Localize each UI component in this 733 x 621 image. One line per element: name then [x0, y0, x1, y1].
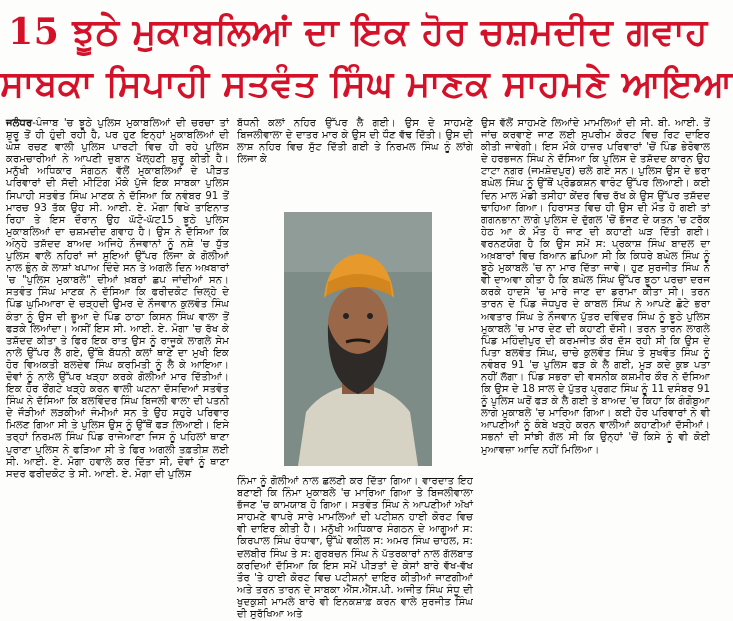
article-column-3 [481, 118, 710, 596]
column-2-bottom-text: ਨਿੰਮਾ ਨੂੰ ਗੋਲੀਆਂ ਨਾਲ ਛਲਣੀ ਕਰ ਦਿੱਤਾ ਗਿਆ। ਵਾਰਦਾਤ ਇਹ ਬਣਾਈ ਕਿ ਨਿੰਮਾ ਮੁਕਾਬਲੇ 'ਚ ਮਾਰਿਆ ਗਿਆ ਤੇ ਬਿਜਲੀਵਾਲਾ ਭੱਜਣ 'ਚ ਕਾਮਯਾਬ ਹੋ ਗਿਆ। ਸਤਵੰਤ ਸਿੰਘ ਨੇ ਆਪਣੀਆਂ ਅੱਖਾਂ ਸਾਹਮਣੇ ਵਾਪਰੇ ਸਾਰੇ ਮਾਮਲਿਆਂ ਦੀ ਪਟੀਸ਼ਨ ਹਾਈ ਕੋਰਟ ਵਿਚ ਵੀ ਦਾਇਰ ਕੀਤੀ ਹੈ। ਮਨੁੱਖੀ ਅਧਿਕਾਰ ਸੰਗਠਨ ਦੇ ਆਗੂਆਂ ਸ: ਕਿਰਪਾਲ ਸਿੰਘ ਰੰਧਾਵਾ, ਉੱਘੇ ਵਕੀਲ ਸ: ਅਮਰ ਸਿੰਘ ਚਾਹਲ, ਸ: ਦਲਬੀਰ ਸਿੰਘ ਤੇ ਸ: ਗੁਰਬਚਨ ਸਿੰਘ ਨੇ ਪੱਤਰਕਾਰਾਂ ਨਾਲ ਗੱਲਬਾਤ ਕਰਦਿਆਂ ਦੱਸਿਆ ਕਿ ਇਸ ਸਮੇਂ ਪੀੜਤਾਂ ਦੇ ਕੇਸਾਂ ਬਾਰੇ ਵੱਖ-ਵੱਖ ਤੌਰ 'ਤੇ ਹਾਈ ਕੋਰਟ ਵਿਚ ਪਟੀਸ਼ਨਾਂ ਦਾਇਰ ਕੀਤੀਆਂ ਜਾਣਗੀਆਂ ਅਤੇ ਤਰਨ ਤਾਰਨ ਦੇ ਸਾਬਕਾ ਐੱਸ.ਐੱਸ.ਪੀ. ਅਜੀਤ ਸਿੰਘ ਸੰਧੂ ਦੀ ਖੁਦਕੁਸ਼ੀ ਮਾਮਲੇ ਬਾਰੇ ਵੀ ਇਨਕਸ਼ਾਫ਼ ਕਰਨ ਵਾਲੇ ਸੁਰਜੀਤ ਸਿੰਘ ਦੀ ਸੁਰੱਖਿਆ ਅਤੇ [237, 476, 473, 621]
article-column-2-bottom [237, 476, 473, 621]
column-3-text: ਉਸ ਵੱਲੋਂ ਸਾਹਮਣੇ ਲਿਆਂਦੇ ਮਾਮਲਿਆਂ ਦੀ ਸੀ. ਬੀ. ਆਈ. ਤੋਂ ਜਾਂਚ ਕਰਵਾਏ ਜਾਣ ਲਈ ਸੁਪਰੀਮ ਕੋਰਟ ਵਿਚ ਰਿਟ ਦਾਇਰ ਕੀਤੀ ਜਾਵੇਗੀ। ਇਸ ਮੌਕੇ ਹਾਜ਼ਰ ਪਰਿਵਾਰਾਂ 'ਚੋਂ ਪਿੰਡ ਭੇਰੋਵਾਲ ਦੇ ਹਰਭਜਨ ਸਿੰਘ ਨੇ ਦੱਸਿਆ ਕਿ ਪੁਲਿਸ ਦੇ ਤਸ਼ੱਦਦ ਕਾਰਨ ਉਹ ਟਾਟਾ ਨਗਰ (ਜਮਸ਼ੇਦਪੁਰ) ਚਲੇ ਗਏ ਸਨ। ਪੁਲਿਸ ਉਸ ਦੇ ਭਰਾ ਬਘੇਲ ਸਿੰਘ ਨੂੰ ਉੱਥੋਂ ਪ੍ਰੋਡਕਸ਼ਨ ਵਾਰੰਟ ਉੱਪਰ ਲਿਆਈ। ਕਈ ਦਿਨ ਮਾਲ ਮੰਡੀ ਤਸੀਹਾ ਕੇਂਦਰ ਵਿਚ ਰੱਖ ਕੇ ਉਸ ਉੱਪਰ ਤਸ਼ੱਦਦ ਢਾਹਿਆ ਗਿਆ। ਹਿਰਾਸਤ ਵਿਚ ਹੀ ਉਸ ਦੀ ਮੌਤ ਹੋ ਗਈ ਤਾਂ ਗਗਨਭਾਨਾ ਲਾਗੇ ਪੁਲਿਸ ਦੇ ਦੁੱਗਲ 'ਚੋਂ ਭੱਜਣ ਦੇ ਯਤਨ 'ਚ ਟਰੱਕ ਹੇਠ ਆ ਕੇ ਮੌਤ ਹੋ ਜਾਣ ਦੀ ਕਹਾਣੀ ਘੜ ਦਿੱਤੀ ਗਈ। ਵਰਨਣਯੋਗ ਹੈ ਕਿ ਉਸ ਸਮੇਂ ਸ: ਪ੍ਰਕਾਸ਼ ਸਿੰਘ ਬਾਦਲ ਦਾ ਅਖ਼ਬਾਰਾਂ ਵਿਚ ਬਿਆਨ ਛਪਿਆ ਸੀ ਕਿ ਕਿਧਰੇ ਬਘੇਲ ਸਿੰਘ ਨੂੰ ਝੂਠੇ ਮੁਕਾਬਲੇ 'ਚ ਨਾ ਮਾਰ ਦਿੱਤਾ ਜਾਵੇ। ਹੁਣ ਸੁਰਜੀਤ ਸਿੰਘ ਨੇ ਵੀ ਦਾਅਵਾ ਕੀਤਾ ਹੈ ਕਿ ਬਘੇਲ ਸਿੰਘ ਉੱਪਰ ਝੂਠਾ ਪਰਚਾ ਦਰਜ ਕਰਕੇ ਹਾਦਸੇ 'ਚ ਮਾਰੇ ਜਾਣ ਦਾ ਡਰਾਮਾ ਕੀਤਾ ਸੀ। ਤਰਨ ਤਾਰਨ ਦੇ ਪਿੰਡ ਜੋਧਪੁਰ ਦੇ ਕਾਬਲ ਸਿੰਘ ਨੇ ਆਪਣੇ ਛੋਟੇ ਭਰਾ ਅਵਤਾਰ ਸਿੰਘ ਤੇ ਨੌਜਵਾਨ ਪੁੱਤਰ ਦਵਿੰਦਰ ਸਿੰਘ ਨੂੰ ਝੂਠੇ ਪੁਲਿਸ ਮੁਕਾਬਲੇ 'ਚ ਮਾਰ ਦੇਣ ਦੀ ਕਹਾਣੀ ਦੱਸੀ। ਤਰਨ ਤਾਰਨ ਲਾਗਲੇ ਪਿੰਡ ਮਹਿੰਦੀਪੁਰ ਦੀ ਕਰਮਜੀਤ ਕੌਰ ਦੱਸ ਰਹੀ ਸੀ ਕਿ ਉਸ ਦੇ ਪਿਤਾ ਬਲਵੰਤ ਸਿੰਘ, ਚਾਚੇ ਕੁਲਵੰਤ ਸਿੰਘ ਤੇ ਸੁਖਵੰਤ ਸਿੰਘ ਨੂੰ ਨਵੰਬਰ 91 'ਚ ਪੁਲਿਸ ਫੜ ਕੇ ਲੈ ਗਈ, ਮੁੜ ਕਦੇ ਕੁਝ ਪਤਾ ਨਹੀਂ ਲੱਗਾ। ਪਿੰਡ ਸਭਰਾ ਦੀ ਵਸਨੀਕ ਕਸ਼ਮੀਰ ਕੌਰ ਨੇ ਦੱਸਿਆ ਕਿ ਉਸ ਦੇ 18 ਸਾਲ ਦੇ ਪੁੱਤਰ ਪ੍ਰਗਟ ਸਿੰਘ ਨੂੰ 11 ਦਸੰਬਰ 91 ਨੂੰ ਪੁਲਿਸ ਘਰੋਂ ਫੜ ਕੇ ਲੈ ਗਈ ਤੇ ਬਾਅਦ 'ਚ ਕਿਹਾ ਕਿ ਗੰਗੋਬੁਆ ਲਾਗੇ ਮੁਕਾਬਲੇ 'ਚ ਮਾਰਿਆ ਗਿਆ। ਕਈ ਹੋਰ ਪਰਿਵਾਰਾਂ ਨੇ ਵੀ ਆਪਣੀਆਂ ਨੂੰ ਕੰਬੇ ਖੜ੍ਹੇ ਕਰਨ ਵਾਲੀਆਂ ਕਹਾਣੀਆਂ ਦੱਸੀਆਂ। ਸਭਨਾਂ ਦੀ ਸਾਂਝੀ ਗੱਲ ਸੀ ਕਿ ਉਨ੍ਹਾਂ 'ਚੋਂ ਕਿਸੇ ਨੂੰ ਵੀ ਕੋਈ ਮੁਆਵਜ਼ਾ ਆਦਿ ਨਹੀਂ ਮਿਲਿਆ। [481, 118, 710, 456]
column-2-top-text: ਬੱਧਨੀ ਕਲਾਂ ਨਹਿਰ ਉੱਪਰ ਲੈ ਗਈ। ਉਸ ਦੇ ਸਾਹਮਣੇ ਬਿਜਲੀਵਾਲਾ ਦੇ ਦਾਤਰ ਮਾਰ ਕੇ ਉਸ ਦੀ ਧੌਣ ਵੱਢ ਦਿੱਤੀ। ਉਸ ਦੀ ਲਾਸ਼ ਨਹਿਰ ਵਿਚ ਸੁੱਟ ਦਿੱਤੀ ਗਈ ਤੇ ਨਿਰਮਲ ਸਿੰਘ ਨੂੰ ਲਾਂਗੇ ਲਿਜਾ ਕੇ [237, 118, 473, 166]
headline-line-2: ਸਾਬਕਾ ਸਿਪਾਹੀ ਸਤਵੰਤ ਸਿੰਘ ਮਾਣਕ ਸਾਹਮਣੇ ਆਇਆ [0, 63, 733, 105]
headline-line-1: 15 ਝੂਠੇ ਮੁਕਾਬਲਿਆਂ ਦਾ ਇਕ ਹੋਰ ਚਸ਼ਮਦੀਦ ਗਵਾਹ [8, 11, 708, 53]
portrait-photo [284, 212, 432, 466]
headline [0, 0, 733, 112]
column-1-text: -ਪੰਜਾਬ 'ਚ ਝੂਠੇ ਪੁਲਿਸ ਮੁਕਾਬਲਿਆਂ ਦੀ ਚਰਚਾ ਤਾਂ ਸ਼ੁਰੂ ਤੋਂ ਹੀ ਹੁੰਦੀ ਰਹੀ ਹੈ, ਪਰ ਹੁਣ ਇਨ੍ਹਾਂ ਮੁਕਾਬਲਿਆਂ ਦੀ ਘੋਸ਼ ਰਚਣ ਵਾਲੀ ਪੁਲਿਸ ਪਾਰਟੀ ਵਿਚ ਹੀ ਰਹੇ ਪੁਲਿਸ ਕਰਮਚਾਰੀਆਂ ਨੇ ਆਪਣੀ ਜ਼ੁਬਾਨ ਖੋਲ੍ਹਣੀ ਸ਼ੁਰੂ ਕੀਤੀ ਹੈ। ਮਨੁੱਖੀ ਅਧਿਕਾਰ ਸੰਗਠਨ ਵੱਲੋਂ ਮੁਕਾਬਲਿਆਂ ਦੇ ਪੀੜਤ ਪਰਿਵਾਰਾਂ ਦੀ ਸੱਦੀ ਮੀਟਿੰਗ ਮੌਕੇ ਪੁੱਜੇ ਇਕ ਸਾਬਕਾ ਪੁਲਿਸ ਸਿਪਾਹੀ ਸਤਵੰਤ ਸਿੰਘ ਮਾਣਕ ਨੇ ਦੱਸਿਆ ਕਿ ਨਵੰਬਰ 91 ਤੋਂ ਮਾਰਚ 93 ਤੱਕ ਉਹ ਸੀ. ਆਈ. ਏ. ਮੋਗਾ ਵਿਖੇ ਤਾਇਨਾਤ ਰਿਹਾ ਤੇ ਇਸ ਦੌਰਾਨ ਉਹ ਘੱਟੋ-ਘੱਟ15 ਝੂਠੇ ਪੁਲਿਸ ਮੁਕਾਬਲਿਆਂ ਦਾ ਚਸ਼ਮਦੀਦ ਗਵਾਹ ਹੈ। ਉਸ ਨੇ ਦੱਸਿਆ ਕਿ ਅੰਨ੍ਹੇ ਤਸ਼ੱਦਦ ਬਾਅਦ ਅਜਿਹੇ ਨੌਜਵਾਨਾਂ ਨੂੰ ਨਸ਼ੇ 'ਚ ਧੁੱਤ ਪੁਲਿਸ ਵਾਲੇ ਨਹਿਰਾਂ ਜਾਂ ਸੁਇਆਂ ਉੱਪਰ ਲਿਜਾ ਕੇ ਗੋਲੀਆਂ ਨਾਲ ਭੁੰਨ ਕੇ ਲਾਸ਼ਾਂ ਖਪਾਅ ਦਿੰਦੇ ਸਨ ਤੇ ਅਗਲੇ ਦਿਨ ਅਖ਼ਬਾਰਾਂ 'ਚ "ਪੁਲਿਸ ਮੁਕਾਬਲੇ" ਦੀਆਂ ਖ਼ਬਰਾਂ ਛਪ ਜਾਂਦੀਆਂ ਸਨ। ਸਤਵੰਤ ਸਿੰਘ ਮਾਣਕ ਨੇ ਦੱਸਿਆ ਕਿ ਫਰੀਦਕੋਟ ਜ਼ਿਲ੍ਹੇ ਦੇ ਪਿੰਡ ਘੁਮਿਆਰਾ ਦੇ ਚੜ੍ਹਦੀ ਉਮਰ ਦੇ ਨੌਜਵਾਨ ਕੁਲਵੰਤ ਸਿੰਘ ਕੰਤਾ ਨੂੰ ਉਸ ਦੀ ਭੂਆ ਦੇ ਪਿੰਡ ਠਾਠਾ ਕਿਸਨ ਸਿੰਘ ਵਾਲਾ ਤੋਂ ਫੜਕੇ ਲਿਆਂਦਾ। ਅਸੀਂ ਇਸ ਸੀ. ਆਈ. ਏ. ਮੋਗਾ 'ਚ ਰੱਖ ਕੇ ਤਸ਼ੱਦਦ ਕੀਤਾ ਤੇ ਫਿਰ ਇਕ ਰਾਤ ਉਸ ਨੂੰ ਰਾਜੂਕੇ ਲਾਗਲੇ ਸੇਮ ਨਾਲੇ ਉੱਪਰ ਲੈ ਗਏ, ਉੱਥੇ ਬੱਧਨੀ ਕਲਾਂ ਥਾਣੇ ਦਾ ਮੁਖੀ ਇਕ ਹੋਰ ਵਿਅਕਤੀ ਬਲਦੇਵ ਸਿੰਘ ਕਰਮਿਤੀ ਨੂੰ ਲੈ ਕੇ ਆਇਆ। ਦੋਵਾਂ ਨੂੰ ਨਾਲੇ ਉੱਪਰ ਖੜ੍ਹਾ ਕਰਕੇ ਗੋਲੀਆਂ ਮਾਰ ਦਿੱਤੀਆਂ। ਇਕ ਹੋਰ ਰੌਂਗਟੇ ਖੜ੍ਹੇ ਕਰਨ ਵਾਲੀ ਘਟਨਾ ਦੱਸਦਿਆਂ ਸਤਵੰਤ ਸਿੰਘ ਨੇ ਦੱਸਿਆ ਕਿ ਬਲਵਿੰਦਰ ਸਿੰਘ ਬਿਜਲੀ ਵਾਲਾ ਦੀ ਪਤਨੀ ਦੇ ਜੌੜੀਆਂ ਲੜਕੀਆਂ ਜੰਮੀਆਂ ਸਨ ਤੇ ਉਹ ਸਹੁਰੇ ਪਰਿਵਾਰ ਮਿਲਣ ਗਿਆ ਸੀ ਤੇ ਪੁਲਿਸ ਉਸ ਨੂੰ ਉੱਥੋਂ ਫੜ ਲਿਆਈ। ਇਸੇ ਤਰ੍ਹਾਂ ਨਿਰਮਲ ਸਿੰਘ ਪਿੰਡ ਰਾਜੇਆਣਾ ਜਿਸ ਨੂੰ ਪਹਿਲਾਂ ਥਾਣਾ ਪੁਰਾਣਾ ਪੁਲਿਸ ਨੇ ਫੜਿਆ ਸੀ ਤੇ ਫਿਰ ਅਗਲੀ ਤਫ਼ਤੀਸ਼ ਲਈ ਸੀ. ਆਈ. ਏ. ਮੋਗਾ ਹਵਾਲੇ ਕਰ ਦਿੱਤਾ ਸੀ, ਦੋਵਾਂ ਨੂੰ ਥਾਣਾ ਸਦਰ ਫਰੀਦਕੋਟ ਤੇ ਸੀ. ਆਈ. ਏ. ਮੋਗਾ ਦੀ ਪੁਲਿਸ [6, 118, 229, 480]
article-column-1 [6, 118, 229, 596]
dateline: ਜਲੰਧਰ [6, 118, 33, 129]
article-column-2-top [237, 118, 473, 210]
